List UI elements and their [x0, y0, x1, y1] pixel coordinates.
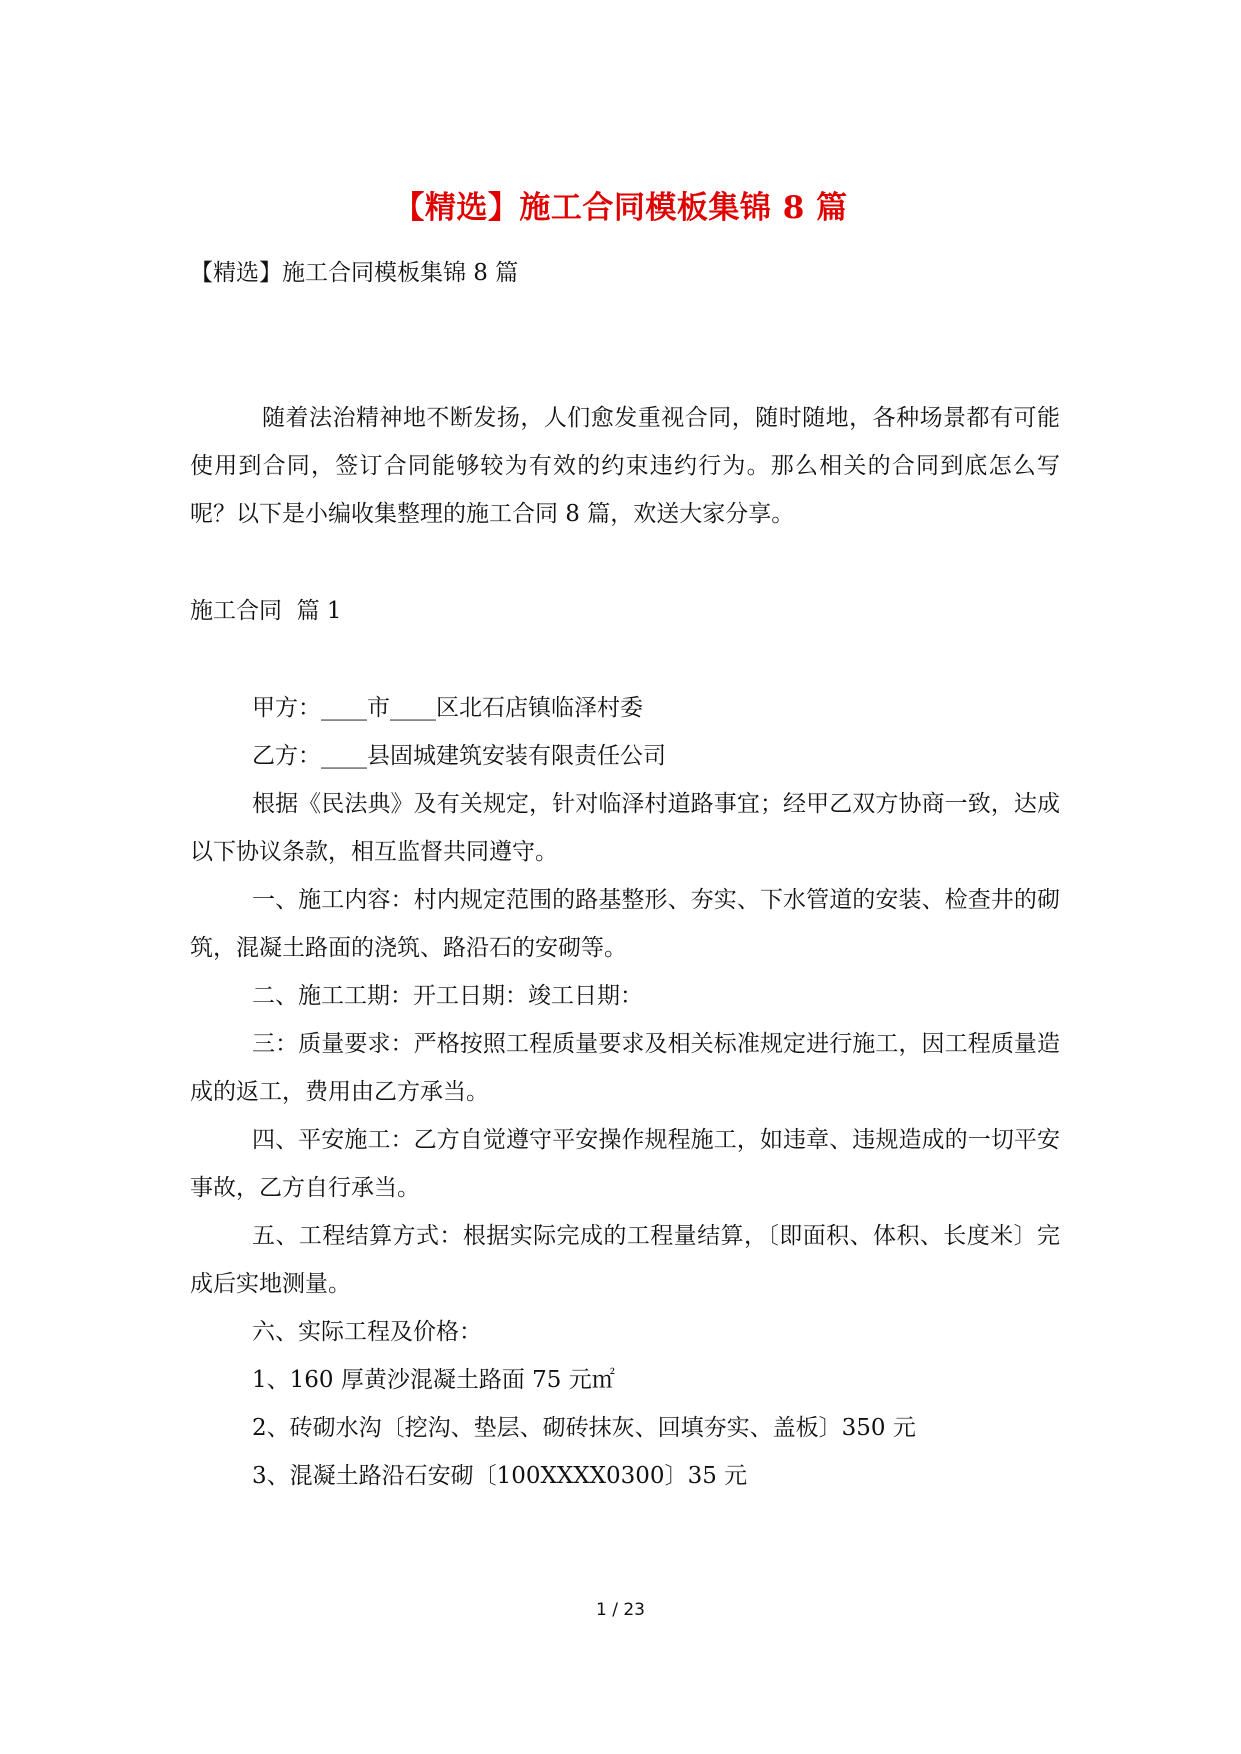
- clause-settlement: 五、工程结算方式：根据实际完成的工程量结算，〔即面积、体积、长度米〕完成后实地测量。: [190, 1223, 1060, 1297]
- price-item-2: 2、砖砌水沟〔挖沟、垫层、砌砖抹灰、回填夯实、盖板〕350 元: [252, 1415, 916, 1441]
- agreement-basis-paragraph: 根据《民法典》及有关规定，针对临泽村道路事宜；经甲乙双方协商一致，达成以下协议条款，相互监督共同遵守。: [190, 791, 1060, 865]
- party-a-line: 甲方：____市____区北石店镇临泽村委: [252, 695, 643, 721]
- page-indicator: 1 / 23: [596, 1600, 645, 1620]
- clause-construction-content: 一、施工内容：村内规定范围的路基整形、夯实、下水管道的安装、检查井的砌筑，混凝土路面的浇筑、路沿石的安砌等。: [190, 887, 1060, 961]
- clause-construction-period: 二、施工工期：开工日期：竣工日期：: [252, 983, 643, 1009]
- section-heading: 施工合同 篇 1: [190, 598, 342, 624]
- party-b-line: 乙方：____县固城建筑安装有限责任公司: [252, 743, 666, 769]
- document-title: 【精选】施工合同模板集锦 8 篇: [393, 190, 848, 226]
- document-subtitle: 【精选】施工合同模板集锦 8 篇: [190, 260, 519, 286]
- contract-body: [190, 684, 1060, 1500]
- clause-quality-requirements: 三：质量要求：严格按照工程质量要求及相关标准规定进行施工，因工程质量造成的返工，费用由乙方承当。: [190, 1031, 1060, 1105]
- price-item-3: 3、混凝土路沿石安砌〔100XXXX0300〕35 元: [252, 1463, 748, 1489]
- clause-items-and-prices: 六、实际工程及价格：: [252, 1319, 482, 1345]
- intro-paragraph: 随着法治精神地不断发扬，人们愈发重视合同，随时随地，各种场景都有可能使用到合同，签订合同能够较为有效的约束违约行为。那么相关的合同到底怎么写呢？以下是小编收集整理的施工合同 8 篇，欢送大家分享。: [190, 405, 1060, 527]
- clause-safety: 四、平安施工：乙方自觉遵守平安操作规程施工，如违章、违规造成的一切平安事故，乙方自行承当。: [190, 1127, 1060, 1201]
- price-item-1: 1、160 厚黄沙混凝土路面 75 元㎡: [252, 1367, 615, 1393]
